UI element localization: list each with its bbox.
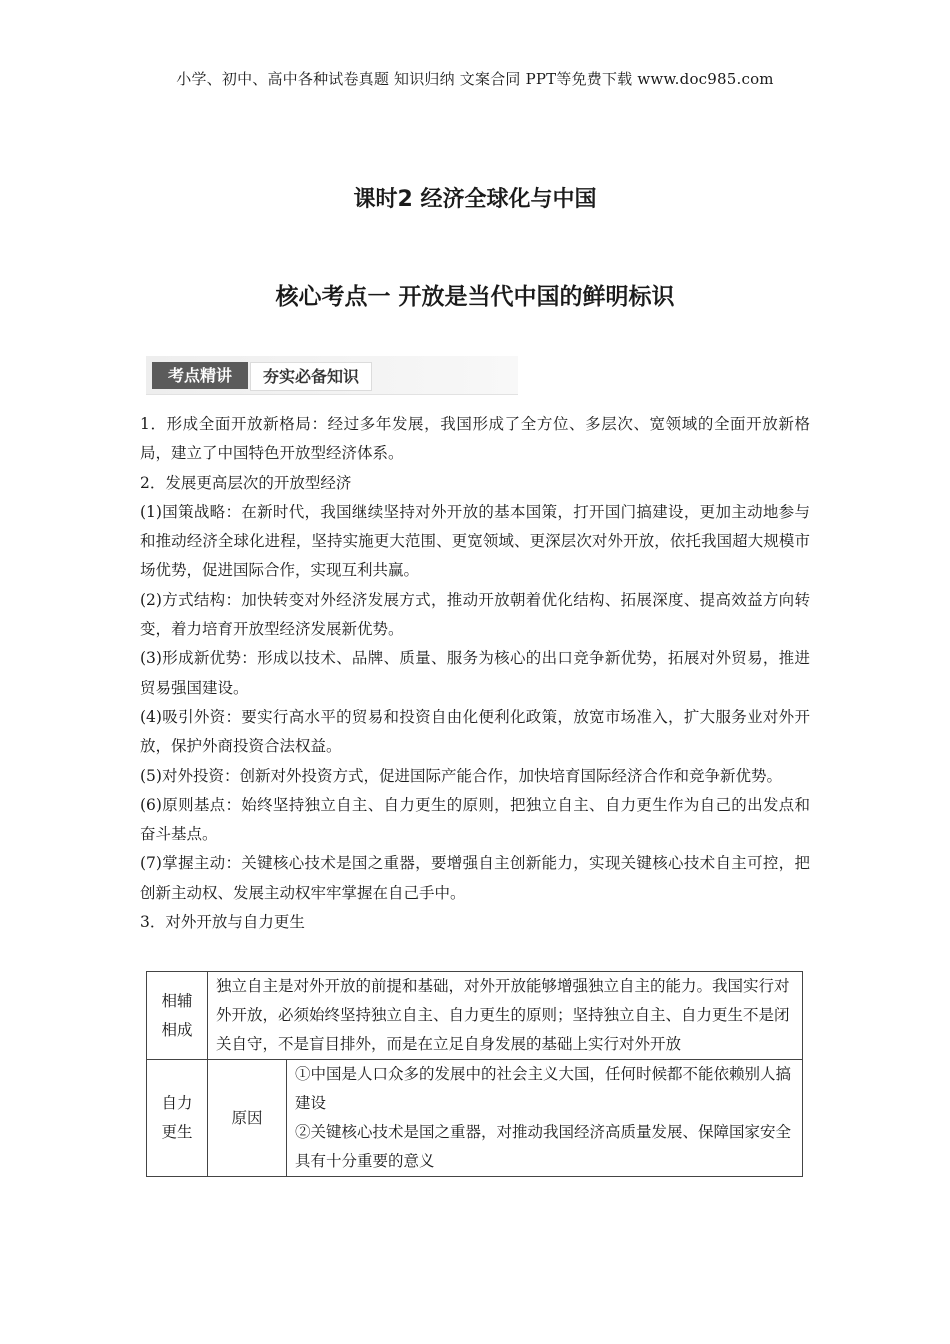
point-number: 1． — [140, 415, 167, 433]
reason-item: ①中国是人口众多的发展中的社会主义大国，任何时候都不能依赖别人搞建设 — [295, 1065, 792, 1112]
subpoint-6: (6)原则基点：始终坚持独立自主、自力更生的原则，把独立自主、自力更生作为自己的出发点和奋斗基点。 — [140, 795, 810, 844]
subpoint-2: (2)方式结构：加快转变对外经济发展方式，推动开放朝着优化结构、拓展深度、提高效益方向转变，着力培育开放型经济发展新优势。 — [140, 590, 810, 639]
section-banner — [146, 356, 518, 395]
banner-subtitle: 夯实必备知识 — [250, 362, 372, 391]
reason-item: ②关键核心技术是国之重器，对推动我国经济高质量发展、保障国家安全具有十分重要的意义 — [295, 1123, 792, 1170]
banner-tag: 考点精讲 — [152, 362, 248, 389]
lesson-title: 课时2 经济全球化与中国 — [353, 187, 597, 212]
point-number: 3． — [140, 913, 166, 932]
point-text: 经过多年发展，我国形成了全方位、多层次、宽领域的全面开放新格局，建立了中国特色开放型经济体系。 — [140, 415, 810, 463]
point-1 — [140, 410, 810, 469]
subpoint-3: (3)形成新优势：形成以技术、品牌、质量、服务为核心的出口竞争新优势，拓展对外贸易，推进贸易强国建设。 — [140, 649, 810, 697]
point-number: 2． — [140, 473, 166, 492]
point-heading: 对外开放与自力更生 — [165, 913, 305, 932]
row-label: 自力更生 — [147, 1060, 208, 1177]
subpoint-1: (1)国策战略：在新时代，我国继续坚持对外开放的基本国策，打开国门搞建设，更加主动地参与和推动经济全球化进程，坚持实施更大范围、更宽领域、更深层次对外开放，依托我国超大规模市场优势，促进国际合作，实现互利共赢。 — [140, 502, 810, 580]
row-label: 相辅相成 — [147, 972, 208, 1060]
section-title: 核心考点一 开放是当代中国的鲜明标识 — [275, 284, 675, 310]
point-heading: 发展更高层次的开放型经济 — [165, 473, 352, 492]
point-heading: 形成全面开放新格局： — [166, 415, 328, 433]
row-sublabel: 原因 — [208, 1060, 287, 1177]
subpoint-7: (7)掌握主动：关键核心技术是国之重器，要增强自主创新能力，实现关键核心技术自主可控，把创新主动权、发展主动权牢牢掌握在自己手中。 — [140, 854, 810, 902]
subpoint-5: (5)对外投资：创新对外投资方式，促进国际产能合作，加快培育国际经济合作和竞争新优势。 — [140, 766, 782, 785]
comparison-table — [146, 971, 803, 1177]
row-content: 独立自主是对外开放的前提和基础，对外开放能够增强独立自主的能力。我国实行对外开放，必须始终坚持独立自主、自力更生的原则；坚持独立自主、自力更生不是闭关自守，不是盲目排外，而是在立足自身发展的基础上实行对外开放 — [208, 972, 803, 1060]
subpoint-4: (4)吸引外资：要实行高水平的贸易和投资自由化便利化政策，放宽市场准入，扩大服务业对外开放，保护外商投资合法权益。 — [140, 707, 810, 756]
table-row — [147, 972, 803, 1060]
point-3 — [140, 908, 810, 937]
page-header: 小学、初中、高中各种试卷真题 知识归纳 文案合同 PPT等免费下载 www.doc985.com — [176, 70, 774, 88]
row-content — [287, 1060, 803, 1177]
table-row — [147, 1060, 803, 1177]
content-body — [140, 410, 810, 937]
point-2 — [140, 469, 810, 498]
